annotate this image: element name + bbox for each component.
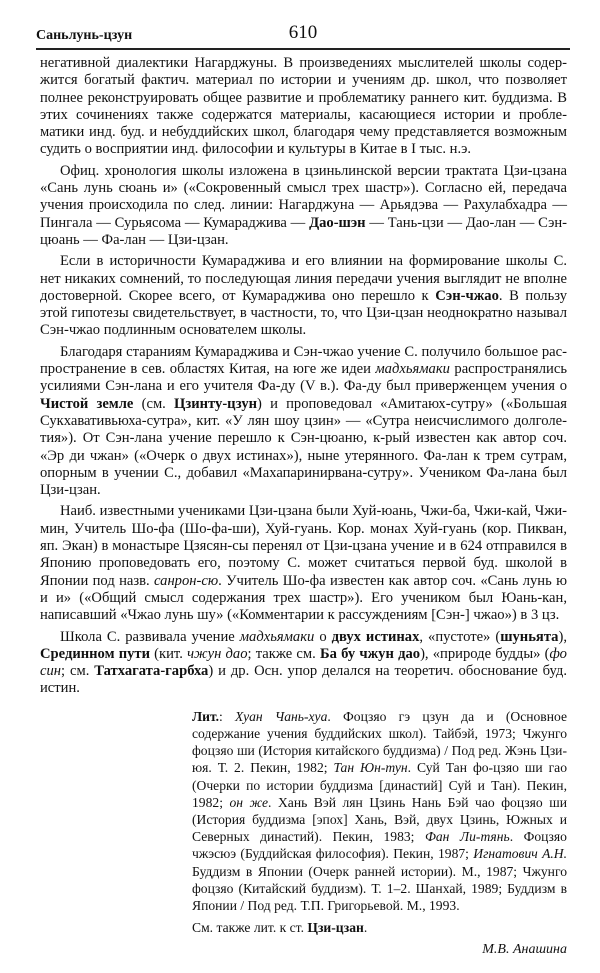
text-run: . Фоцзяо чжэсюэ (Буддийская философия). Пекин, 1987; xyxy=(192,829,567,862)
text-run: Офиц. хронология школы изложена в цзиньлинской версии трактата Цзи-цзана «Сань лунь сюань и» («Сокровенный смысл трех шастр»). Согласно ей, передача учения происходила по след. линии: Нагарджуна — Арьядэва — Рахулабхадра — Пингала — Сурьясома — Кумараджива — xyxy=(40,162,567,231)
text-run: См. также лит. к ст. xyxy=(192,920,308,936)
text-run: (кит. xyxy=(149,645,188,662)
paragraph xyxy=(40,163,567,249)
italic-term: Фан Ли-тянь xyxy=(424,829,510,845)
article-body xyxy=(40,55,567,698)
text-run: Если в историчности Кумараджива и его влиянии на формирование школы С. нет никаких сомнений, то последующая линия передачи учения выглядит не вполне достоверной. Скорее всего, от Кумараджива оно перешло к xyxy=(40,253,567,304)
text-run: — Тань-цзи — Дао-лан — Сэн-цюань — Фа-лан — Цзи-цзан. xyxy=(40,214,567,248)
author-signature: М.В. Анашина xyxy=(482,942,567,958)
bold-term: Татхагата-гарбха xyxy=(94,663,209,680)
literature-paragraph xyxy=(192,708,567,914)
running-header xyxy=(36,22,570,50)
italic-term: Хуан Чань-хуа xyxy=(235,708,328,724)
literature-block xyxy=(192,708,567,937)
text-run: о xyxy=(314,628,332,645)
text-run: распространялись усилиями Сэн-лана и его учителя Фа-ду (V в.). Фа-ду был приверженцем учения о xyxy=(40,361,567,395)
paragraph xyxy=(40,503,567,624)
bold-term: Цзинту-цзун xyxy=(174,395,258,412)
bold-term: двух истинах xyxy=(331,628,420,645)
bold-term: Чистой земле xyxy=(40,395,134,412)
italic-term: мадхьямаки xyxy=(375,361,450,378)
text-run: ; также см. xyxy=(247,645,320,662)
text-run: . xyxy=(363,920,368,936)
paragraph xyxy=(40,55,567,159)
text-run: ; см. xyxy=(61,663,95,680)
text-run: ), xyxy=(558,628,567,645)
text-run: . Учитель Шо-фа известен как автор соч. «Сань лунь ю и и» («Общий смысл содержания трех шастр»). Его учеником был Юань-кан, написавший «Чжао лунь шу» («Комментарии к рассуждениям [Сэн-] чжао») в 3 цз. xyxy=(40,572,567,624)
italic-term: чжун дао xyxy=(187,645,248,662)
paragraph xyxy=(40,253,567,339)
text-run: Наиб. известными учениками Цзи-цзана были Хуй-юань, Чжи-ба, Чжи-кай, Чжи-мин, Учитель Шо-фа (Шо-фа-ши), Хуй-гуань. Кор. монах Хуй-гуань (кор. Пикван, яп. Экан) в монастыре Цзясян-сы перенял от Цзи-цзана учение и в 624 отправился в Японию проповедовать его, поэтому С. может считаться первой буд. школой в Японии под назв. xyxy=(40,503,567,589)
bold-term: Цзи-цзан xyxy=(307,920,364,936)
text-run: . Суй Тан фо-цзяо ши гао (Очерки по истории буддизма [династий] Суй и Тан). Пекин, 1982; xyxy=(192,760,567,810)
text-run: . Фоцзяо гэ цзун да и (Основное содержание учения буддийских школ). Тайбэй, 1973; Чжунго фоцзяо ши (История китайского буддизма) / Под ред. Жэнь Цзи-юя. Т. 2. Пекин, 1982; xyxy=(192,708,567,776)
bold-term: Ба бу чжун дао xyxy=(320,645,421,662)
text-run: ) и др. Осн. упор делался на теоретич. обоснование буд. истин. xyxy=(40,663,568,697)
text-run: негативной диалектики Нагарджуны. В произведениях мыслителей школы содержится богатый фактич. материал по истории и учениям др. школ, что позволяет полнее реконструировать общее развитие и проблематику раннего кит. буддизма. В этих сочинениях также содержатся материалы, касающиеся истории и проблематики инд. буд. и небуддийских школ, благодаря чему представляется возможным судить о восприятии инд. философии и культуры в Китае в I тыс. н.э. xyxy=(40,55,567,158)
paragraph xyxy=(40,629,567,698)
literature-paragraph xyxy=(192,919,567,936)
italic-term: санрон-сю xyxy=(154,572,219,589)
text-run: Буддизм в Японии (Очерк ранней истории). М., 1987; Чжунго фоцзяо (Китайский буддизм). Т. 1–2. Шанхай, 1989; Буддизм в Японии / Под ред. Т.П. Григорьевой. М., 1993. xyxy=(192,863,567,913)
text-run: . Хань Вэй лян Цзинь Нань Бэй чао фоцзяо ши (История буддизма [эпох] Хань, Вэй, двух Цзинь, Южных и Северных династий). Пекин, 1983; xyxy=(192,794,567,845)
italic-term: Игнатович А.Н. xyxy=(473,846,567,862)
bold-term: Лит. xyxy=(192,708,220,724)
text-run: Благодаря стараниям Кумараджива и Сэн-чжао учение С. получило большое распространение в сев. областях Китая, на юге же идеи xyxy=(40,343,567,378)
bold-term: Срединном пути xyxy=(40,645,150,662)
bold-term: Сэн-чжао xyxy=(435,287,499,304)
running-title: Саньлунь-цзун xyxy=(36,28,133,43)
italic-term: он же xyxy=(229,794,269,810)
text-run: . В пользу этой гипотезы свидетельствует, в частности, то, что Цзи-цзан неоднократно называл Сэн-чжао подлинным основателем школы. xyxy=(40,287,567,339)
bold-term: Дао-шэн xyxy=(309,214,366,231)
text-run: Школа С. развивала учение xyxy=(60,628,240,645)
italic-term: фо син xyxy=(40,645,567,680)
paragraph xyxy=(40,344,567,500)
page-number: 610 xyxy=(288,22,318,43)
text-run: ) и проповедовал «Амитаюх-сутру» («Большая Сукхавативьюха-сутра», кит. «У лян шоу цзин» — «Сутра неисчислимого долголетия»). От Сэн-лана учение перешло к Сэн-цюаню, к-рый известен как автор соч. «Эр ди чжан» («Очерк о двух истинах»), ныне утерянного. Фа-лан к трем сутрам, опорным в учении С., добавил «Махапаринирвана-сутру». Учеником Фа-лана был Цзи-цзан. xyxy=(40,395,567,499)
text-run: (см. xyxy=(133,395,175,412)
italic-term: Тан Юн-тун xyxy=(333,760,408,776)
text-run: , «пустоте» ( xyxy=(419,628,501,645)
text-run: : xyxy=(219,708,236,724)
bold-term: шуньята xyxy=(500,628,559,645)
text-run: ), «природе будды» ( xyxy=(420,645,550,662)
italic-term: мадхьямаки xyxy=(239,628,315,645)
